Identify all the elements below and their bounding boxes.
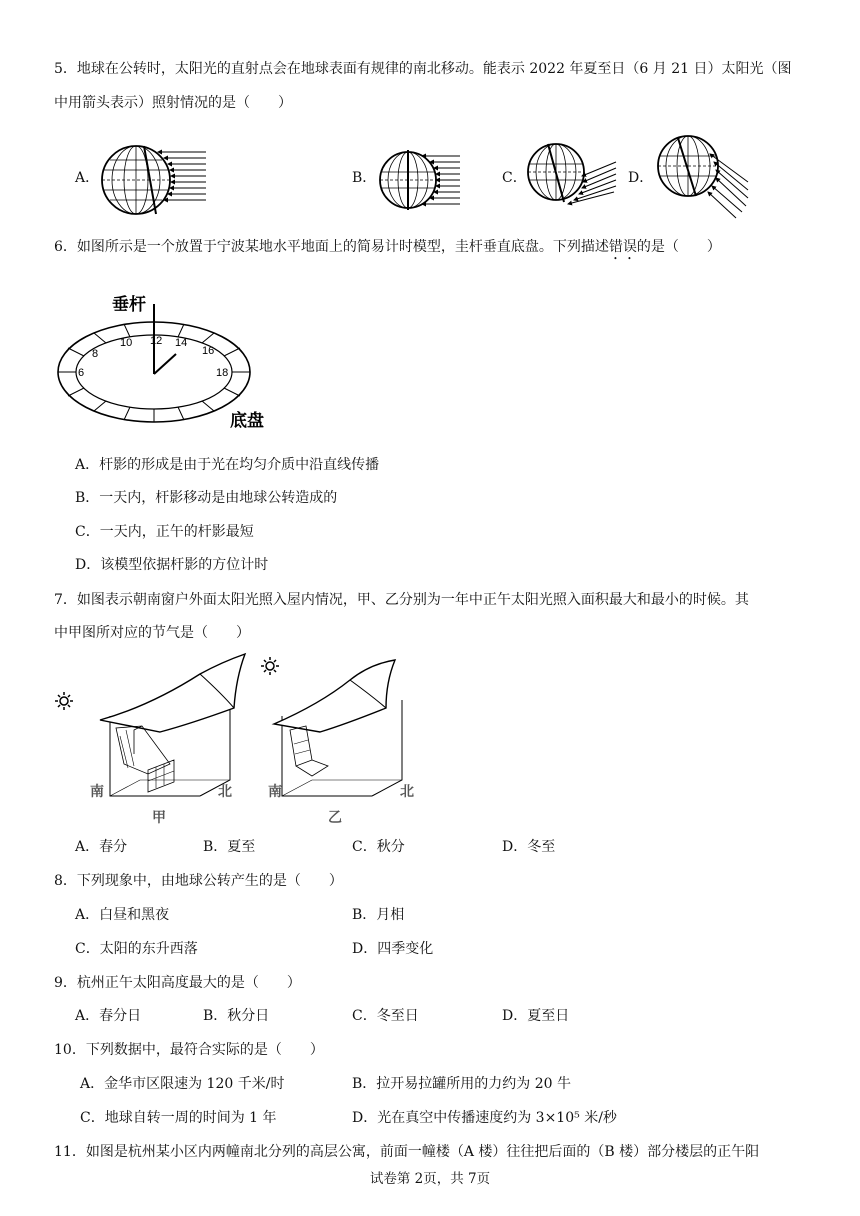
q8-option-b[interactable]: B．月相 — [352, 907, 405, 923]
q7-houses-figure — [50, 654, 430, 832]
house-a-south-label: 南 — [90, 784, 104, 800]
q5-option-d[interactable]: D． — [628, 170, 654, 186]
q7-option-a[interactable]: A．春分 — [75, 839, 128, 855]
sundial-hour-8: 8 — [92, 348, 99, 360]
sundial-hour-12: 12 — [150, 335, 163, 347]
house-b-caption: 乙 — [328, 810, 342, 826]
q5-option-a[interactable]: A． — [75, 170, 100, 186]
q5-globe-d-figure — [652, 134, 752, 220]
q7-stem-line2: 中甲图所对应的节气是（ ） — [54, 625, 250, 641]
sun-icon — [261, 657, 279, 675]
q5-stem-line2: 中用箭头表示）照射情况的是（ ） — [54, 95, 292, 111]
q9-option-a[interactable]: A．春分日 — [75, 1008, 142, 1024]
sundial-hour-10: 10 — [120, 337, 133, 349]
q5-globe-b-figure — [378, 148, 462, 214]
q10-option-d[interactable]: D．光在真空中传播速度约为 3×10⁵ 米/秒 — [352, 1110, 617, 1126]
q11-stem-line1: 11．如图是杭州某小区内两幢南北分列的高层公寓，前面一幢楼（A 楼）往往把后面的（B 楼）部分楼层的正午阳 — [54, 1144, 760, 1160]
q5-option-c[interactable]: C． — [502, 170, 527, 186]
sundial-rod-label: 垂杆 — [112, 295, 146, 315]
q8-option-a[interactable]: A．白昼和黑夜 — [75, 907, 170, 923]
q6-stem-suffix: 的是（ ） — [636, 239, 721, 255]
sundial-base-label: 底盘 — [230, 411, 264, 431]
house-a-north-label: 北 — [218, 784, 232, 800]
q7-stem-line1: 7．如图表示朝南窗户外面太阳光照入屋内情况，甲、乙分别为一年中正午太阳光照入面积最大和最小的时候。其 — [54, 592, 749, 608]
q9-option-b[interactable]: B．秋分日 — [203, 1008, 270, 1024]
sundial-hour-14: 14 — [175, 337, 188, 349]
sundial-hour-6: 6 — [78, 367, 85, 379]
house-a-caption: 甲 — [152, 810, 166, 826]
q7-option-b[interactable]: B．夏至 — [203, 839, 256, 855]
q6-stem — [54, 238, 721, 263]
q5-globe-a-figure — [98, 142, 208, 218]
q9-option-c[interactable]: C．冬至日 — [352, 1008, 419, 1024]
q6-option-b[interactable]: B．一天内，杆影移动是由地球公转造成的 — [75, 490, 338, 506]
q5-stem-line1: 5．地球在公转时，太阳光的直射点会在地球表面有规律的南北移动。能表示 2022 年夏至日（6 月 21 日）太阳光（图 — [54, 61, 792, 77]
q10-stem: 10．下列数据中，最符合实际的是（ ） — [54, 1042, 324, 1058]
q9-stem: 9．杭州正午太阳高度最大的是（ ） — [54, 975, 301, 991]
house-b-north-label: 北 — [400, 784, 414, 800]
q5-option-b[interactable]: B． — [352, 170, 377, 186]
q7-option-c[interactable]: C．秋分 — [352, 839, 405, 855]
q6-stem-emphasis: 错误 — [608, 239, 637, 255]
house-b-south-label: 南 — [268, 784, 282, 800]
page-footer: 试卷第 2页，共 7页 — [369, 1171, 491, 1187]
q6-sundial-figure — [54, 290, 284, 440]
q6-stem-prefix: 6．如图所示是一个放置于宁波某地水平地面上的简易计时模型，圭杆垂直底盘。下列描述 — [54, 239, 609, 255]
q10-option-b[interactable]: B．拉开易拉罐所用的力约为 20 牛 — [352, 1076, 572, 1092]
sun-icon — [55, 692, 73, 710]
q6-option-c[interactable]: C．一天内，正午的杆影最短 — [75, 524, 254, 540]
q8-option-d[interactable]: D．四季变化 — [352, 941, 434, 957]
q8-option-c[interactable]: C．太阳的东升西落 — [75, 941, 198, 957]
q8-stem: 8．下列现象中，由地球公转产生的是（ ） — [54, 873, 343, 889]
q6-option-a[interactable]: A．杆影的形成是由于光在均匀介质中沿直线传播 — [75, 457, 380, 473]
q6-option-d[interactable]: D．该模型依据杆影的方位计时 — [75, 557, 269, 573]
q9-option-d[interactable]: D．夏至日 — [502, 1008, 570, 1024]
q5-globe-c-figure — [526, 140, 618, 216]
sundial-hour-16: 16 — [202, 345, 215, 357]
q10-option-a[interactable]: A．金华市区限速为 120 千米/时 — [80, 1076, 285, 1092]
sundial-hour-18: 18 — [216, 367, 229, 379]
q7-option-d[interactable]: D．冬至 — [502, 839, 556, 855]
q10-option-c[interactable]: C．地球自转一周的时间为 1 年 — [80, 1110, 277, 1126]
